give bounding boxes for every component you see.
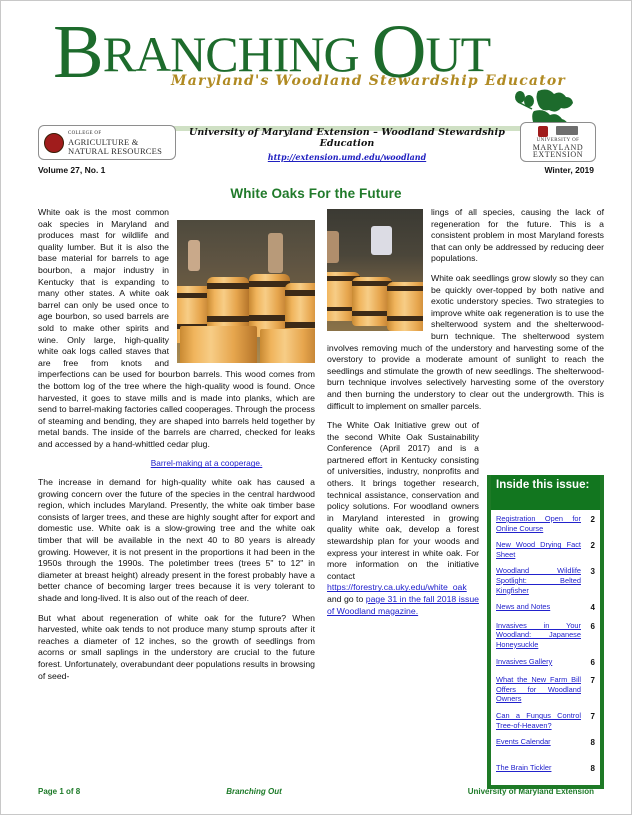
college-line-3: NATURAL RESOURCES — [68, 146, 162, 156]
right-paragraph-3 — [327, 420, 479, 617]
title-word-out: UT — [425, 26, 491, 82]
list-item[interactable] — [496, 621, 595, 650]
college-logo-box — [38, 125, 176, 160]
footer-organization: University of Maryland Extension — [467, 787, 594, 796]
publication-tagline: Maryland's Woodland Stewardship Educator — [171, 73, 566, 89]
toc-entry-title[interactable]: Invasives in Your Woodland: Japanese Honeysuckle — [496, 620, 581, 649]
toc-entry-page: 2 — [590, 541, 595, 551]
column-left — [38, 207, 315, 690]
extension-title: University of Maryland Extension – Woodland Stewardship Education — [188, 127, 505, 149]
volume-number: Volume 27, No. 1 — [38, 165, 106, 175]
title-drop-cap-b: B — [53, 10, 103, 94]
toc-entry-title[interactable]: Registration Open for Online Course — [496, 514, 581, 533]
toc-entry-title[interactable]: Can a Fungus Control Tree-of-Heaven? — [496, 710, 581, 730]
page-footer — [38, 787, 594, 796]
list-item[interactable] — [496, 657, 595, 669]
extension-url-link[interactable]: http://extension.umd.edu/woodland — [267, 152, 427, 162]
terrapin-seal-icon — [44, 133, 64, 153]
toc-entry-page: 6 — [590, 621, 595, 631]
toc-entry-page: 2 — [590, 515, 595, 524]
photo-caption[interactable]: Barrel-making at a cooperage. — [150, 458, 263, 469]
toc-entry-title[interactable]: What the New Farm Bill Offers for Woodland Owners — [496, 675, 581, 704]
initiative-mid-text: and go to — [327, 594, 366, 604]
toc-entry-title[interactable]: Events Calendar — [496, 737, 551, 747]
inside-this-issue-list — [491, 510, 600, 785]
article-body — [38, 207, 604, 785]
left-paragraph-3: But what about regeneration of white oak for the future? When harvested, white oak tends to not produce many stump sprouts after it reaches a diameter of 12 inches, so the growth of seedlings from acorns or small saplings in the understory are crucial to the future forest. Unfortunately, overabundant deer populations results in browsing of seed- — [38, 612, 315, 681]
umd-line-2: MARYLAND — [532, 143, 584, 152]
footer-page-number: Page 1 of 8 — [38, 787, 81, 796]
title-word-branching: RANCHING — [102, 26, 359, 82]
umd-line-3: EXTENSION — [532, 150, 584, 159]
umd-shield-icon — [538, 126, 548, 137]
list-item[interactable] — [496, 602, 595, 614]
toc-entry-title[interactable]: New Wood Drying Fact Sheet — [496, 540, 581, 559]
toc-entry-page: 7 — [590, 711, 595, 721]
publication-logo — [53, 10, 593, 103]
right-paragraph-2: White oak seedlings grow slowly so they can be quickly over-topped by both native and exotic understory species. Two strategies to improve white oak regeneration is to use the shelterwood system and the shelterwood-burn technique. The shelterwood system involves removing much of the understory and harvesting some of the overstory to provide a moderate amount of sunlight to reach the seedlings and stimulate the growth of new seedlings. The shelterwood-burn technique involves selectively harvesting some of the overstory and then burning the understory to clear out the undergrowth. This is difficult to implement on smaller parcels. — [327, 272, 604, 411]
toc-entry-page: 7 — [590, 676, 595, 686]
list-item[interactable] — [496, 763, 595, 775]
list-item[interactable] — [496, 737, 595, 749]
toc-entry-title[interactable]: The Brain Tickler — [496, 762, 552, 772]
toc-entry-page: 4 — [590, 603, 595, 613]
list-item[interactable] — [496, 711, 595, 730]
umd-line-1: UNIVERSITY OF — [536, 138, 580, 143]
toc-entry-page: 6 — [590, 657, 595, 667]
white-oak-initiative-link[interactable]: https://forestry.ca.uky.edu/white_oak — [327, 582, 467, 593]
toc-entry-page: 8 — [590, 738, 595, 748]
toc-entry-title[interactable]: Invasives Gallery — [496, 656, 553, 666]
college-line-1: COLLEGE OF — [68, 131, 102, 136]
left-paragraph-2: The increase in demand for high-quality white oak has caused a growing concern over the future of the species in the central hardwood region, which includes Maryland. Presently, the white oak timber base consists of larger trees, and these are highly sought after for export and domestic use. White oak is a slow-growing tree and the white oak timber that will be available in the next 40 to 80 years is already growing. However, it is not present in the proportions it had been in the 1950s through the 1990s. The poletimber trees (trees 5" to 12" in diameter at breast height) already present in the forest probably have a better chance of becoming larger trees because it is very tolerant to shade and long-lived. It is also out of the reach of deer. — [38, 477, 315, 603]
umd-extension-logo-box — [520, 122, 596, 162]
umd-building-icon — [556, 126, 578, 135]
footer-publication-name: Branching Out — [226, 787, 282, 796]
column-right — [327, 207, 604, 773]
list-item[interactable] — [496, 675, 595, 704]
list-item[interactable] — [496, 514, 595, 533]
masthead — [1, 1, 631, 119]
college-line-2: AGRICULTURE & — [68, 137, 139, 147]
right-paragraph-1: lings of all species, causing the lack of regeneration for the future. This is a consistent problem in most Maryland forests that can only be addressed by reducing deer populations. — [431, 207, 604, 264]
barrels-photo — [327, 209, 423, 331]
list-item[interactable] — [496, 566, 595, 595]
initiative-text: The White Oak Initiative grew out of the second White Oak Sustainability Conference (April 2017) and is a partnered effort in Kentucky consisting of universities, industry, nonprofits and others. It brings together research, technical assistance, conservation and policy solutions. For woodland owners in Maryland interested in growing quality white oak, develop a forest stewardship plan for your woods and express your interest in white oak. For more information on the initiative contact — [327, 420, 479, 581]
woodland-magazine-link[interactable]: page 31 in the fall 2018 issue of Woodland magazine. — [327, 594, 479, 616]
organization-row — [1, 119, 631, 163]
toc-entry-title[interactable]: Woodland Wildlife Spotlight: Belted Kingfisher — [496, 566, 581, 595]
left-paragraph-1: White oak is the most common oak species in Maryland and produces mast for wildlife and quality lumber. But it is also the base material for barrels to age bourbon, a major industry in Kentucky that is expanding to many other states. A white oak barrel can only be used once to age bourbon, so used barrels are sold to make other spirits and wine. Only large, high-quality white oak logs called staves that are free from knots and imperfections can be used for bourbon barrels. This wood comes from the bottom log of the tree where the high-quality wood is found. Once harvested, it goes to stave mills and is made into planks, which are send to barrel-making factories called cooperages. Through the process of steaming and bending, they are shaped into barrels held together by metal bands. The inside of the barrels are charred, checked for leaks and accessed by a hand-whittled cedar plug. — [38, 207, 315, 449]
inside-this-issue-box — [487, 475, 604, 789]
toc-entry-title[interactable]: News and Notes — [496, 602, 551, 612]
title-drop-cap-o: O — [371, 10, 426, 94]
issue-season: Winter, 2019 — [544, 165, 594, 175]
toc-entry-page: 3 — [590, 567, 595, 577]
inside-this-issue-heading: Inside this issue: — [491, 475, 600, 510]
issue-info-row — [1, 165, 631, 183]
cooperage-photo — [177, 220, 315, 363]
extension-header — [177, 127, 517, 162]
toc-entry-page: 8 — [590, 763, 595, 773]
list-item[interactable] — [496, 540, 595, 559]
article-headline: White Oaks For the Future — [230, 186, 402, 201]
